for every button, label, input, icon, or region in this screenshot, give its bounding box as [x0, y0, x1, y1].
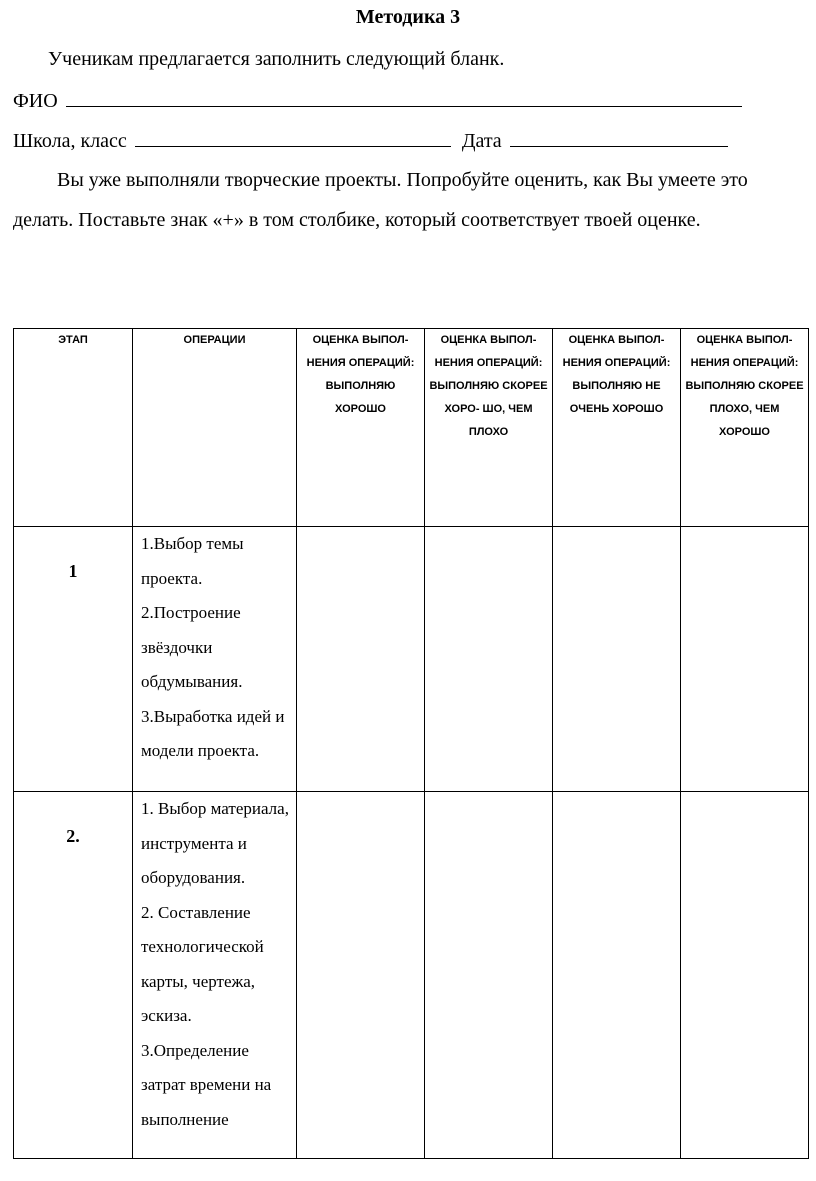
stage-number: 2. — [14, 792, 133, 1159]
header-rating-rather-good: ОЦЕНКА ВЫПОЛ- НЕНИЯ ОПЕРАЦИЙ: ВЫПОЛНЯЮ СКОРЕЕ ХОРО- ШО, ЧЕМ ПЛОХО — [425, 329, 553, 527]
fio-row — [13, 88, 742, 113]
page-title: Методика 3 — [355, 6, 461, 28]
rating-cell-not-very-good[interactable] — [553, 527, 681, 792]
operation-item: 2.Построение звёздочки обдумывания. — [141, 603, 243, 691]
rating-cell-rather-good[interactable] — [425, 527, 553, 792]
fio-label: ФИО — [13, 90, 58, 112]
rating-cell-good[interactable] — [297, 527, 425, 792]
header-rating-good: ОЦЕНКА ВЫПОЛ- НЕНИЯ ОПЕРАЦИЙ: ВЫПОЛНЯЮ ХОРОШО — [297, 329, 425, 527]
stage-number: 1 — [14, 527, 133, 792]
rating-cell-not-very-good[interactable] — [553, 792, 681, 1159]
fio-blank-line[interactable] — [66, 88, 742, 107]
instructions-paragraph — [13, 160, 803, 240]
operation-item: 3.Выработка идей и модели проекта. — [141, 706, 285, 760]
date-label: Дата — [461, 130, 502, 152]
operations-cell — [133, 792, 297, 1159]
table-row — [14, 792, 809, 1159]
operations-cell — [133, 527, 297, 792]
operation-item: 1.Выбор темы проекта. — [141, 534, 244, 588]
assessment-table — [13, 328, 809, 1159]
table-header-row — [14, 329, 809, 527]
header-stage: ЭТАП — [14, 329, 133, 527]
operation-item: 3.Определение затрат времени на выполнение — [141, 1040, 272, 1129]
school-blank-line[interactable] — [135, 128, 451, 147]
rating-cell-rather-bad[interactable] — [681, 527, 809, 792]
header-rating-rather-bad: ОЦЕНКА ВЫПОЛ- НЕНИЯ ОПЕРАЦИЙ: ВЫПОЛНЯЮ СКОРЕЕ ПЛОХО, ЧЕМ ХОРОШО — [681, 329, 809, 527]
rating-cell-rather-good[interactable] — [425, 792, 553, 1159]
school-row — [13, 128, 728, 153]
header-operations: ОПЕРАЦИИ — [133, 329, 297, 527]
operation-item: 2. Составление технологической карты, чертежа, эскиза. — [141, 902, 264, 1025]
instructions-text: Вы уже выполняли творческие проекты. Попробуйте оценить, как Вы умеете это делать. Поставьте знак «+» в том столбике, который соответствует твоей оценке. — [13, 169, 748, 231]
header-rating-not-very-good: ОЦЕНКА ВЫПОЛ- НЕНИЯ ОПЕРАЦИЙ: ВЫПОЛНЯЮ НЕ ОЧЕНЬ ХОРОШО — [553, 329, 681, 527]
intro-text: Ученикам предлагается заполнить следующий бланк. — [48, 48, 505, 70]
rating-cell-rather-bad[interactable] — [681, 792, 809, 1159]
date-blank-line[interactable] — [510, 128, 728, 147]
operation-item: 1. Выбор материала, инструмента и оборудования. — [141, 799, 289, 887]
rating-cell-good[interactable] — [297, 792, 425, 1159]
school-label: Школа, класс — [13, 130, 127, 152]
table-row — [14, 527, 809, 792]
